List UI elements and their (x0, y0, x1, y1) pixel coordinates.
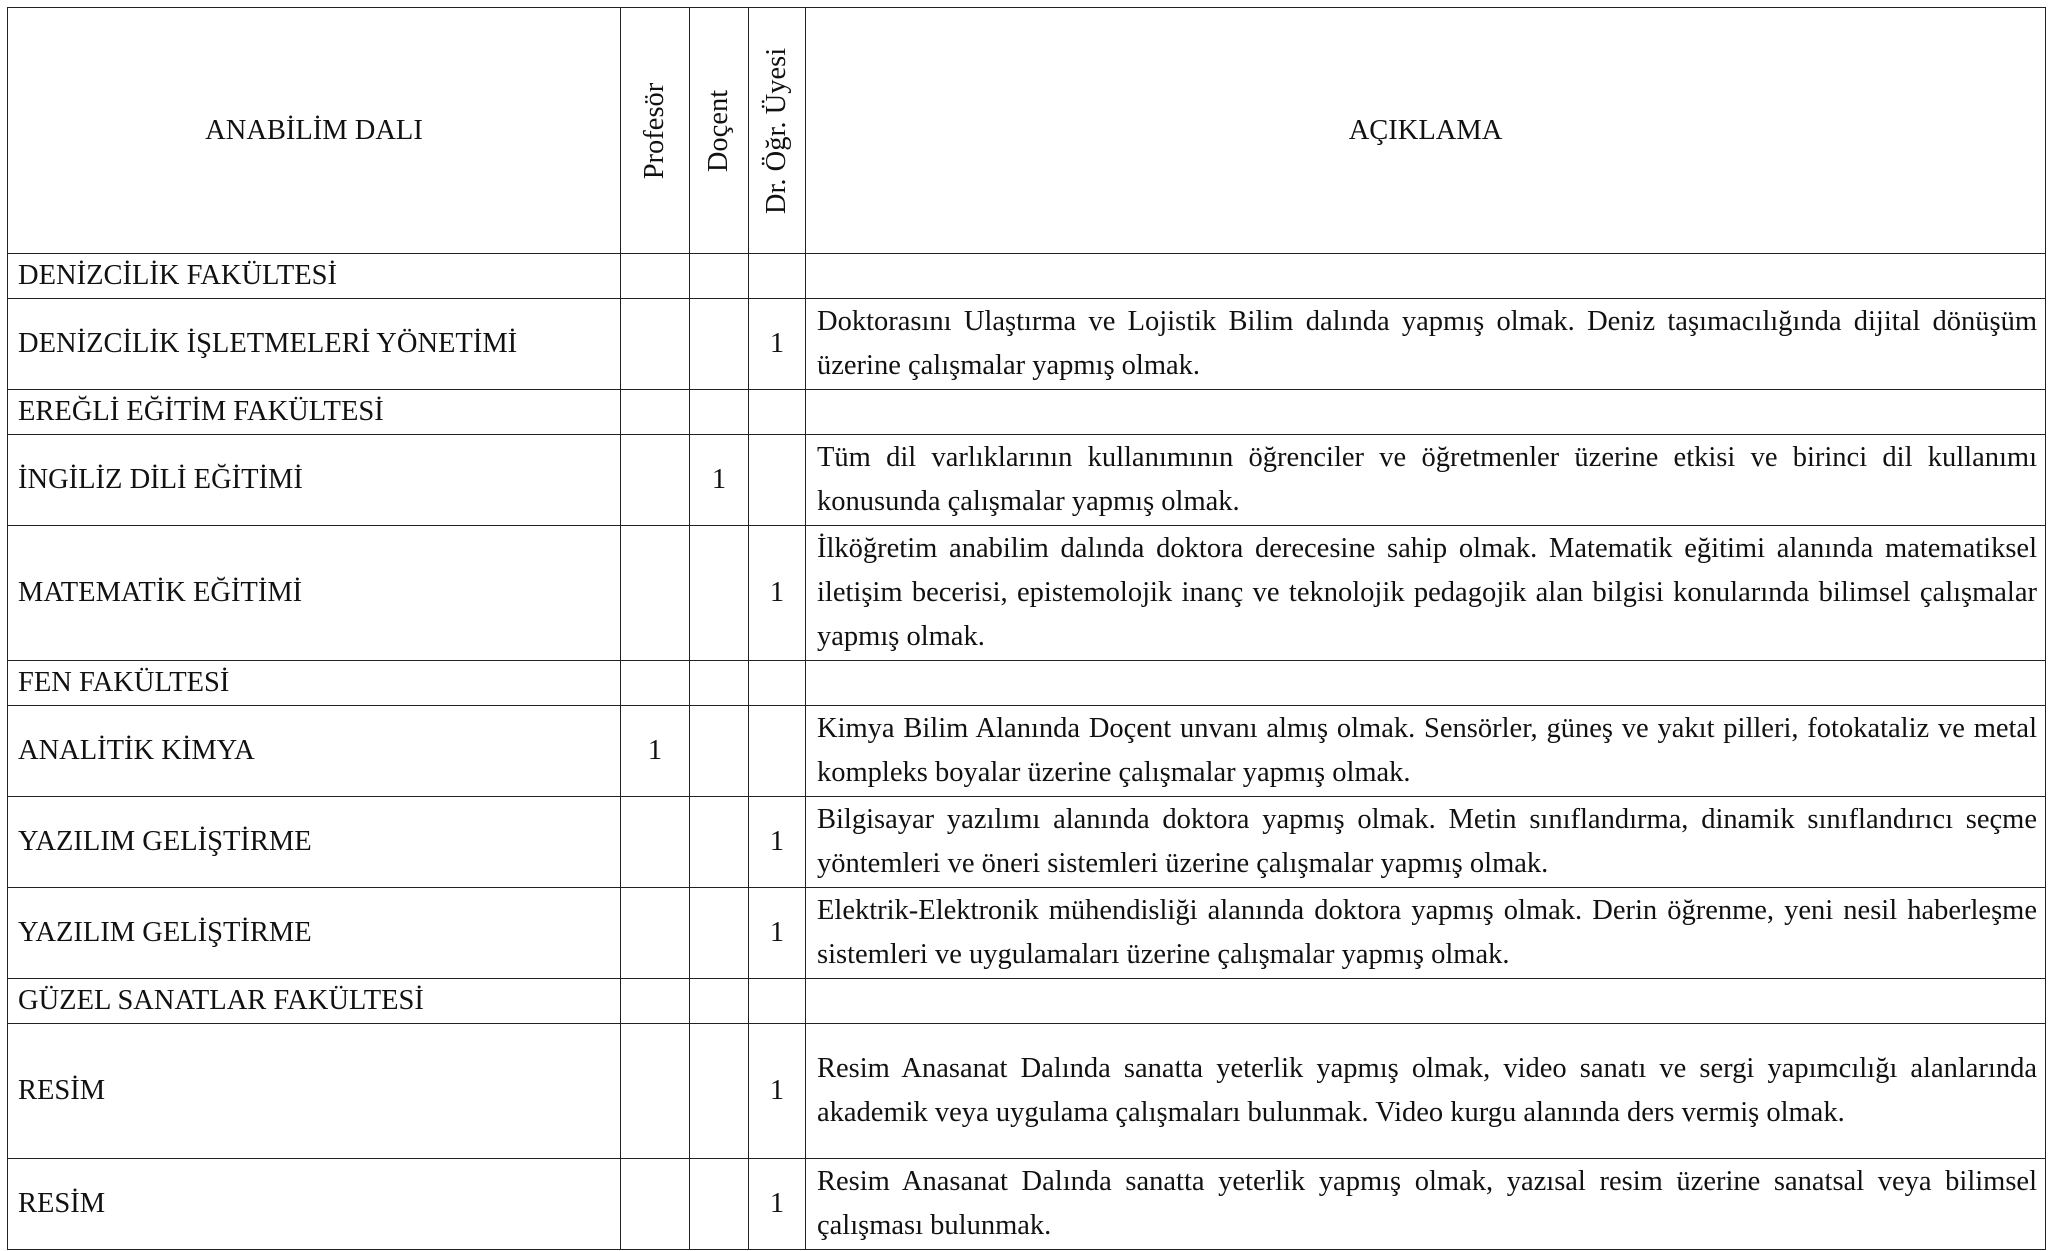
faculty-row (8, 661, 2046, 706)
assistant-count: 1 (749, 299, 806, 390)
department-name: MATEMATİK EĞİTİMİ (8, 526, 621, 661)
assistant-header: Dr. Öğr. Üyesi (749, 8, 806, 254)
description-text: Doktorasını Ulaştırma ve Lojistik Bilim dalında yapmış olmak. Deniz taşımacılığında dijital dönüşüm üzerine çalışmalar yapmış olmak. (806, 299, 2046, 390)
department-name: DENİZCİLİK İŞLETMELERİ YÖNETİMİ (8, 299, 621, 390)
professor-count (621, 526, 690, 661)
professor-count (621, 797, 690, 888)
faculty-name: GÜZEL SANATLAR FAKÜLTESİ (8, 979, 621, 1024)
header-row (8, 8, 2046, 254)
faculty-row (8, 979, 2046, 1024)
associate-count (690, 526, 749, 661)
professor-header: Profesör (621, 8, 690, 254)
department-row (8, 797, 2046, 888)
professor-count (621, 1024, 690, 1159)
faculty-row (8, 254, 2046, 299)
associate-header: Doçent (690, 8, 749, 254)
assistant-count: 1 (749, 1024, 806, 1159)
faculty-name: FEN FAKÜLTESİ (8, 661, 621, 706)
description-text: Kimya Bilim Alanında Doçent unvanı almış olmak. Sensörler, güneş ve yakıt pilleri, fotokataliz ve metal kompleks boyalar üzerine çalışmalar yapmış olmak. (806, 706, 2046, 797)
department-row (8, 888, 2046, 979)
description-text: Tüm dil varlıklarının kullanımının öğrenciler ve öğretmenler üzerine etkisi ve birinci dil kullanımı konusunda çalışmalar yapmış olmak. (806, 435, 2046, 526)
faculty-name: EREĞLİ EĞİTİM FAKÜLTESİ (8, 390, 621, 435)
description-text: Resim Anasanat Dalında sanatta yeterlik yapmış olmak, yazısal resim üzerine sanatsal veya bilimsel çalışması bulunmak. (806, 1159, 2046, 1250)
department-row (8, 1024, 2046, 1159)
associate-count: 1 (690, 435, 749, 526)
assistant-count: 1 (749, 797, 806, 888)
department-name: RESİM (8, 1024, 621, 1159)
professor-count (621, 435, 690, 526)
assistant-count: 1 (749, 888, 806, 979)
department-header: ANABİLİM DALI (8, 8, 621, 254)
department-name: RESİM (8, 1159, 621, 1250)
associate-count (690, 706, 749, 797)
assistant-count: 1 (749, 526, 806, 661)
professor-count (621, 888, 690, 979)
faculty-staff-table (7, 7, 2046, 1250)
department-name: ANALİTİK KİMYA (8, 706, 621, 797)
description-text: Elektrik-Elektronik mühendisliği alanında doktora yapmış olmak. Derin öğrenme, yeni nesil haberleşme sistemleri ve uygulamaları üzerine çalışmalar yapmış olmak. (806, 888, 2046, 979)
associate-count (690, 888, 749, 979)
department-row (8, 435, 2046, 526)
description-text: İlköğretim anabilim dalında doktora derecesine sahip olmak. Matematik eğitimi alanında matematiksel iletişim becerisi, epistemolojik inanç ve teknolojik pedagojik alan bilgisi konularında bilimsel çalışmalar yapmış olmak. (806, 526, 2046, 661)
department-row (8, 526, 2046, 661)
associate-count (690, 1024, 749, 1159)
department-row (8, 299, 2046, 390)
faculty-row (8, 390, 2046, 435)
department-row (8, 1159, 2046, 1250)
professor-count (621, 299, 690, 390)
description-text: Resim Anasanat Dalında sanatta yeterlik yapmış olmak, video sanatı ve sergi yapımcılığı alanlarında akademik veya uygulama çalışmaları bulunmak. Video kurgu alanında ders vermiş olmak. (806, 1024, 2046, 1159)
department-row (8, 706, 2046, 797)
faculty-name: DENİZCİLİK FAKÜLTESİ (8, 254, 621, 299)
associate-count (690, 1159, 749, 1250)
associate-count (690, 299, 749, 390)
assistant-count: 1 (749, 1159, 806, 1250)
professor-count: 1 (621, 706, 690, 797)
description-text: Bilgisayar yazılımı alanında doktora yapmış olmak. Metin sınıflandırma, dinamik sınıflandırıcı seçme yöntemleri ve öneri sistemleri üzerine çalışmalar yapmış olmak. (806, 797, 2046, 888)
department-name: İNGİLİZ DİLİ EĞİTİMİ (8, 435, 621, 526)
department-name: YAZILIM GELİŞTİRME (8, 888, 621, 979)
department-name: YAZILIM GELİŞTİRME (8, 797, 621, 888)
professor-count (621, 1159, 690, 1250)
associate-count (690, 797, 749, 888)
assistant-count (749, 706, 806, 797)
assistant-count (749, 435, 806, 526)
description-header: AÇIKLAMA (806, 8, 2046, 254)
